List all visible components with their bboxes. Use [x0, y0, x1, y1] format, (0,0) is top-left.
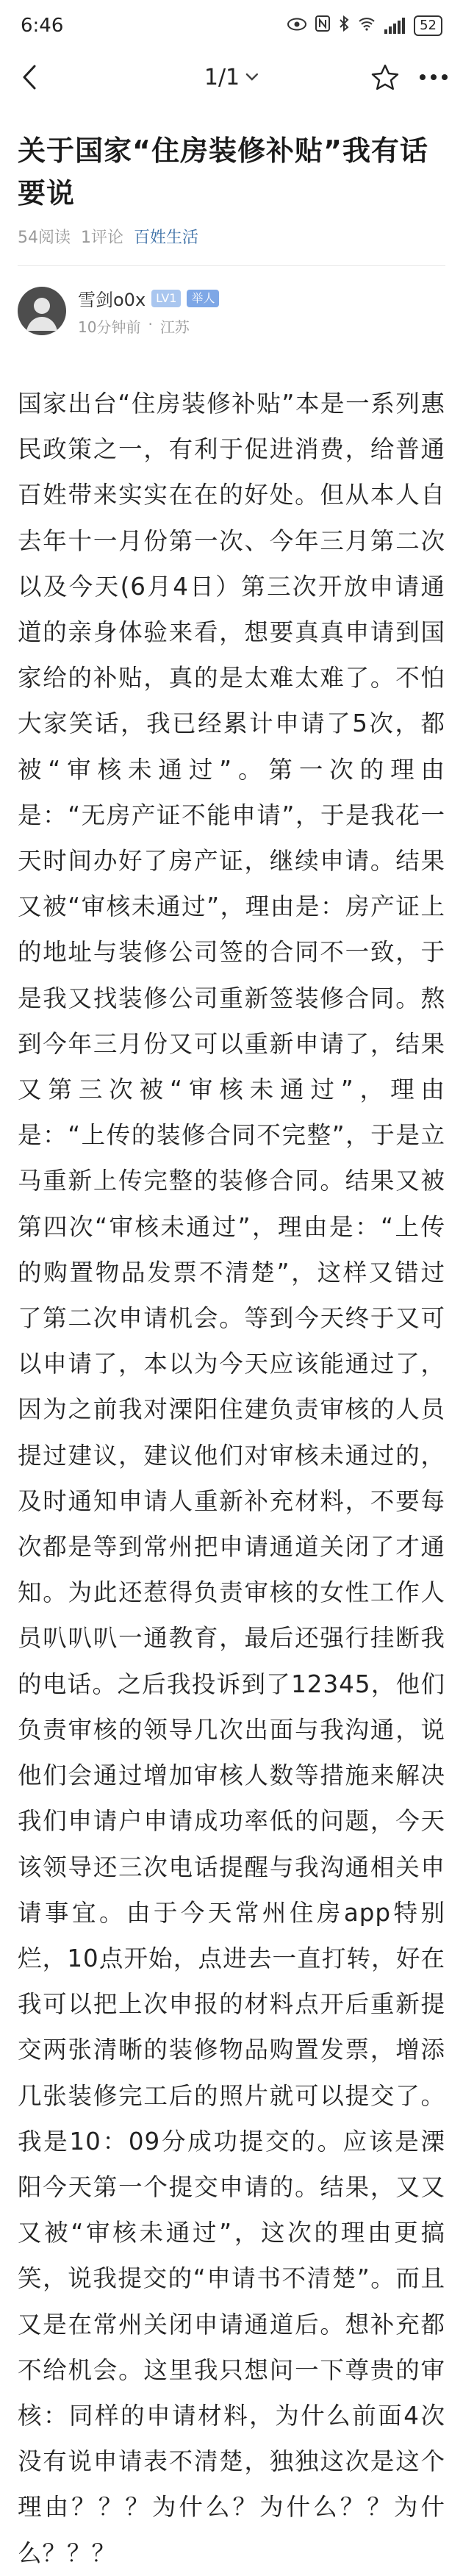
category-link[interactable]: 百姓生活	[134, 229, 199, 247]
status-icons	[287, 15, 442, 36]
level-badge: LV1	[151, 290, 181, 307]
author-info	[78, 285, 219, 337]
nfc-icon	[315, 15, 330, 36]
more-button[interactable]	[419, 62, 448, 92]
chevron-down-icon	[245, 73, 259, 82]
star-icon	[371, 64, 399, 90]
page-indicator: 1/1	[204, 64, 240, 90]
favorite-button[interactable]	[370, 62, 400, 92]
nav-bar	[0, 51, 463, 103]
post-location: 江苏	[159, 318, 190, 336]
status-time: 6:46	[21, 15, 64, 37]
back-button[interactable]	[15, 62, 44, 92]
signal-icon	[384, 18, 405, 34]
battery-icon: 52	[414, 15, 442, 36]
bluetooth-icon	[339, 15, 349, 36]
role-badge: 举人	[187, 290, 219, 307]
article-body: 国家出台“住房装修补贴”本是一系列惠民政策之一，有利于促进消费，给普通百姓带来实实在在的好处。但从本人自去年十一月份第一次、今年三月第二次以及今天(6月4日）第三次开放申请通道的亲身体验来看，想要真真申请到国家给的补贴，真的是太难太难了。不怕大家笑话，我已经累计申请了5次，都被“审核未通过”。第一次的理由是：“无房产证不能申请”，于是我花一天时间办好了房产证，继续申请。结果又被“审核未通过”，理由是：房产证上的地址与装修公司签的合同不一致，于是我又找装修公司重新签装修合同。熬到今年三月份又可以重新申请了，结果又第三次被“审核未通过”，理由是：“上传的装修合同不完整”，于是立马重新上传完整的装修合同。结果又被第四次“审核未通过”，理由是：“上传的购置物品发票不清楚”，这样又错过了第二次申请机会。等到今天终于又可以申请了，本以为今天应该能通过了，因为之前我对溧阳住建负责审核的人员提过建议，建议他们对审核未通过的，及时通知申请人重新补充材料，不要每次都是等到常州把申请通道关闭了才通知。为此还惹得负责审核的女性工作人员叭叭叭一通教育，最后还强行挂断我的电话。之后我投诉到了12345，他们负责审核的领导几次出面与我沟通，说他们会通过增加审核人数等措施来解决我们申请户申请成功率低的问题，今天该领导还三次电话提醒与我沟通相关申请事宜。由于今天常州住房app特别烂，10点开始，点进去一直打转，好在我可以把上次申报的材料点开后重新提交两张清晰的装修物品购置发票，增添几张装修完工后的照片就可以提交了。我是10：09分成功提交的。应该是溧阳今天第一个提交申请的。结果，又又又被“审核未通过”，这次的理由更搞笑，说我提交的“申请书不清楚”。而且又是在常州关闭申请通道后。想补充都不给机会。这里我只想问一下尊贵的审核：同样的申请材料，为什么前面4次没有说申请表不清楚，独独这次是这个理由？？？为什么？为什么？？为什么？？？	[18, 390, 445, 2567]
location-separator: ·	[148, 315, 153, 333]
comment-count[interactable]: 1评论	[81, 229, 123, 247]
back-arrow-icon	[21, 64, 37, 90]
status-bar	[0, 0, 463, 51]
avatar[interactable]	[18, 287, 66, 335]
more-icon	[419, 74, 448, 81]
eye-icon	[287, 17, 306, 35]
article-title: 关于国家“住房装修补贴”我有话要说	[18, 135, 428, 210]
author-name[interactable]: 雪剑o0x	[78, 290, 146, 310]
post-time: 10分钟前	[78, 318, 141, 336]
user-icon	[18, 287, 66, 335]
page-indicator-button[interactable]	[204, 65, 259, 90]
article-meta	[18, 225, 445, 248]
read-count: 54阅读	[18, 229, 71, 247]
divider	[18, 265, 445, 266]
author-row	[18, 285, 445, 337]
wifi-icon	[358, 16, 376, 35]
